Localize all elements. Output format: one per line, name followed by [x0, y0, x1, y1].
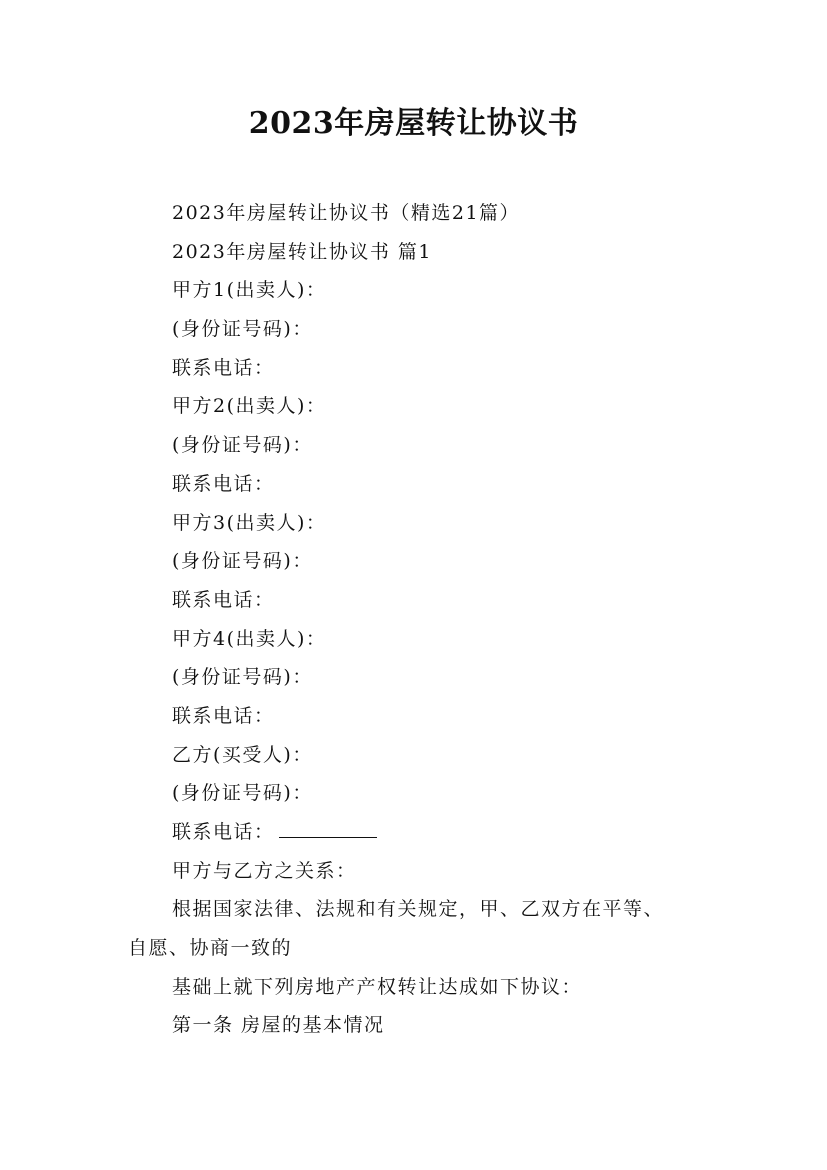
party-a1-label: 甲方1(出卖人)：: [172, 279, 327, 302]
party-a4-id-label: (身份证号码)：: [172, 666, 313, 689]
section-heading: 2023年房屋转让协议书 篇1: [172, 240, 432, 263]
paragraph-line: 自愿、协商一致的: [128, 937, 293, 960]
party-a2-phone-label: 联系电话：: [172, 472, 275, 495]
party-b-phone-label: 联系电话：: [172, 821, 275, 843]
paragraph-line: 基础上就下列房地产产权转让达成如下协议：: [172, 975, 583, 998]
article-heading: 第一条 房屋的基本情况: [172, 1014, 385, 1037]
party-a4-label: 甲方4(出卖人)：: [172, 627, 327, 650]
document-body: [128, 194, 728, 1045]
party-a4-phone-label: 联系电话：: [172, 704, 275, 727]
party-b-label: 乙方(买受人)：: [172, 743, 313, 766]
relationship-label: 甲方与乙方之关系：: [172, 859, 357, 882]
party-a2-label: 甲方2(出卖人)：: [172, 395, 327, 418]
doc-subtitle: 2023年房屋转让协议书（精选21篇）: [172, 202, 521, 224]
party-a3-label: 甲方3(出卖人)：: [172, 511, 327, 534]
party-a2-id-label: (身份证号码)：: [172, 434, 313, 457]
party-a1-id-label: (身份证号码)：: [172, 318, 313, 341]
party-a1-phone-label: 联系电话：: [172, 356, 275, 379]
party-a3-id-label: (身份证号码)：: [172, 550, 313, 573]
phone-blank-underline: [279, 813, 377, 838]
document-title: 2023年房屋转让协议书: [248, 106, 579, 141]
party-a3-phone-label: 联系电话：: [172, 588, 275, 611]
party-b-id-label: (身份证号码)：: [172, 782, 313, 805]
paragraph-line: 根据国家法律、法规和有关规定，甲、乙双方在平等、: [172, 898, 665, 921]
party-b-phone-line: [128, 813, 728, 852]
